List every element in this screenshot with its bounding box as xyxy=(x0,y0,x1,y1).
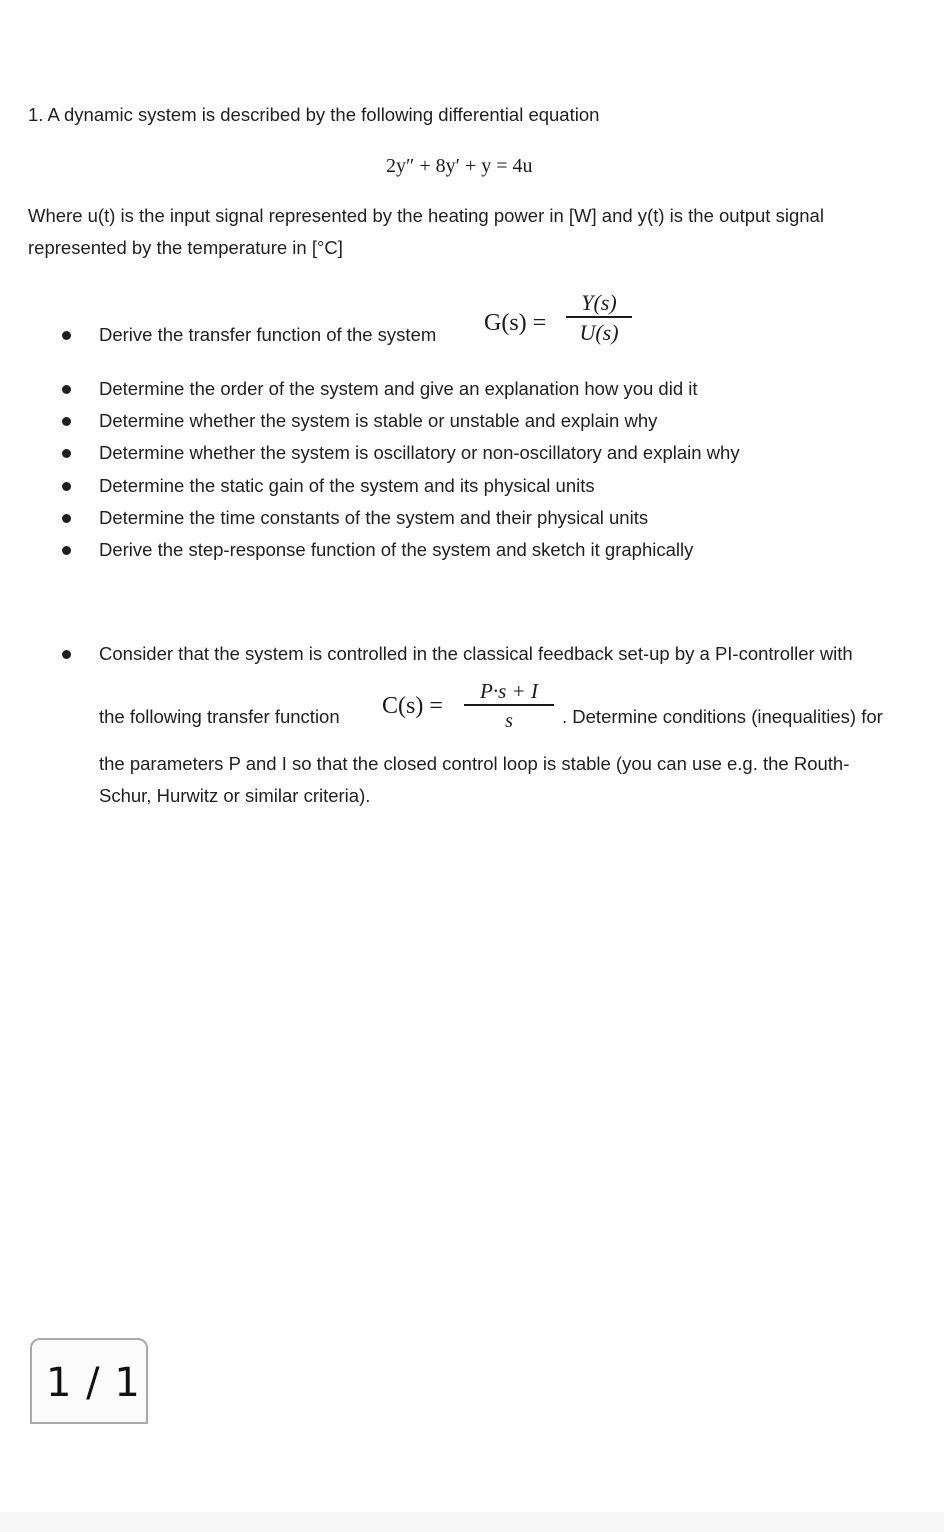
page-indicator xyxy=(30,1338,148,1424)
controller-task-line-2-suffix: . Determine conditions (inequalities) for xyxy=(562,706,883,727)
bullet-dot xyxy=(62,650,71,659)
controller-denominator: s xyxy=(505,709,513,732)
controller-task-line-4: Schur, Hurwitz or similar criteria). xyxy=(99,785,371,806)
controller-numerator: P·s + I xyxy=(480,679,538,703)
bullet-dot xyxy=(62,514,71,523)
intro-line-2: represented by the temperature in [°C] xyxy=(28,237,343,258)
controller-task-line-2-prefix: the following transfer function xyxy=(99,706,340,727)
controller-fraction xyxy=(464,678,554,736)
transfer-function-lhs: G(s) = xyxy=(484,310,547,336)
bullet-dot xyxy=(62,546,71,555)
controller-task-line-3: the parameters P and I so that the closed control loop is stable (you can use e.g. the Routh- xyxy=(99,753,850,774)
task-item: Determine whether the system is stable or unstable and explain why xyxy=(99,410,658,431)
bullet-dot xyxy=(62,449,71,458)
bullet-dot xyxy=(62,482,71,491)
bullet-dot xyxy=(62,417,71,426)
task-item: Derive the step-response function of the system and sketch it graphically xyxy=(99,539,694,560)
task-item: Determine the static gain of the system and its physical units xyxy=(99,475,595,496)
transfer-function-fraction xyxy=(566,290,632,348)
bottom-strip xyxy=(0,1512,944,1532)
differential-equation: 2y″ + 8y′ + y = 4u xyxy=(386,155,533,177)
intro-line-1: Where u(t) is the input signal represented by the heating power in [W] and y(t) is the output signal xyxy=(28,205,824,226)
bullet-dot xyxy=(62,331,71,340)
question-heading: 1. A dynamic system is described by the following differential equation xyxy=(28,104,600,125)
transfer-function-denominator: U(s) xyxy=(579,319,619,345)
task-item: Determine the time constants of the system and their physical units xyxy=(99,507,649,528)
bullet-dot xyxy=(62,385,71,394)
task-transfer-function: Derive the transfer function of the system xyxy=(99,324,437,345)
task-item: Determine the order of the system and give an explanation how you did it xyxy=(99,378,698,399)
controller-task-line-1: Consider that the system is controlled in the classical feedback set-up by a PI-controller with xyxy=(99,643,853,664)
transfer-function-numerator: Y(s) xyxy=(581,290,617,315)
page-indicator-label: 1 / 1 xyxy=(46,1360,141,1406)
task-item: Determine whether the system is oscillatory or non-oscillatory and explain why xyxy=(99,442,740,463)
controller-lhs: C(s) = xyxy=(382,693,443,719)
